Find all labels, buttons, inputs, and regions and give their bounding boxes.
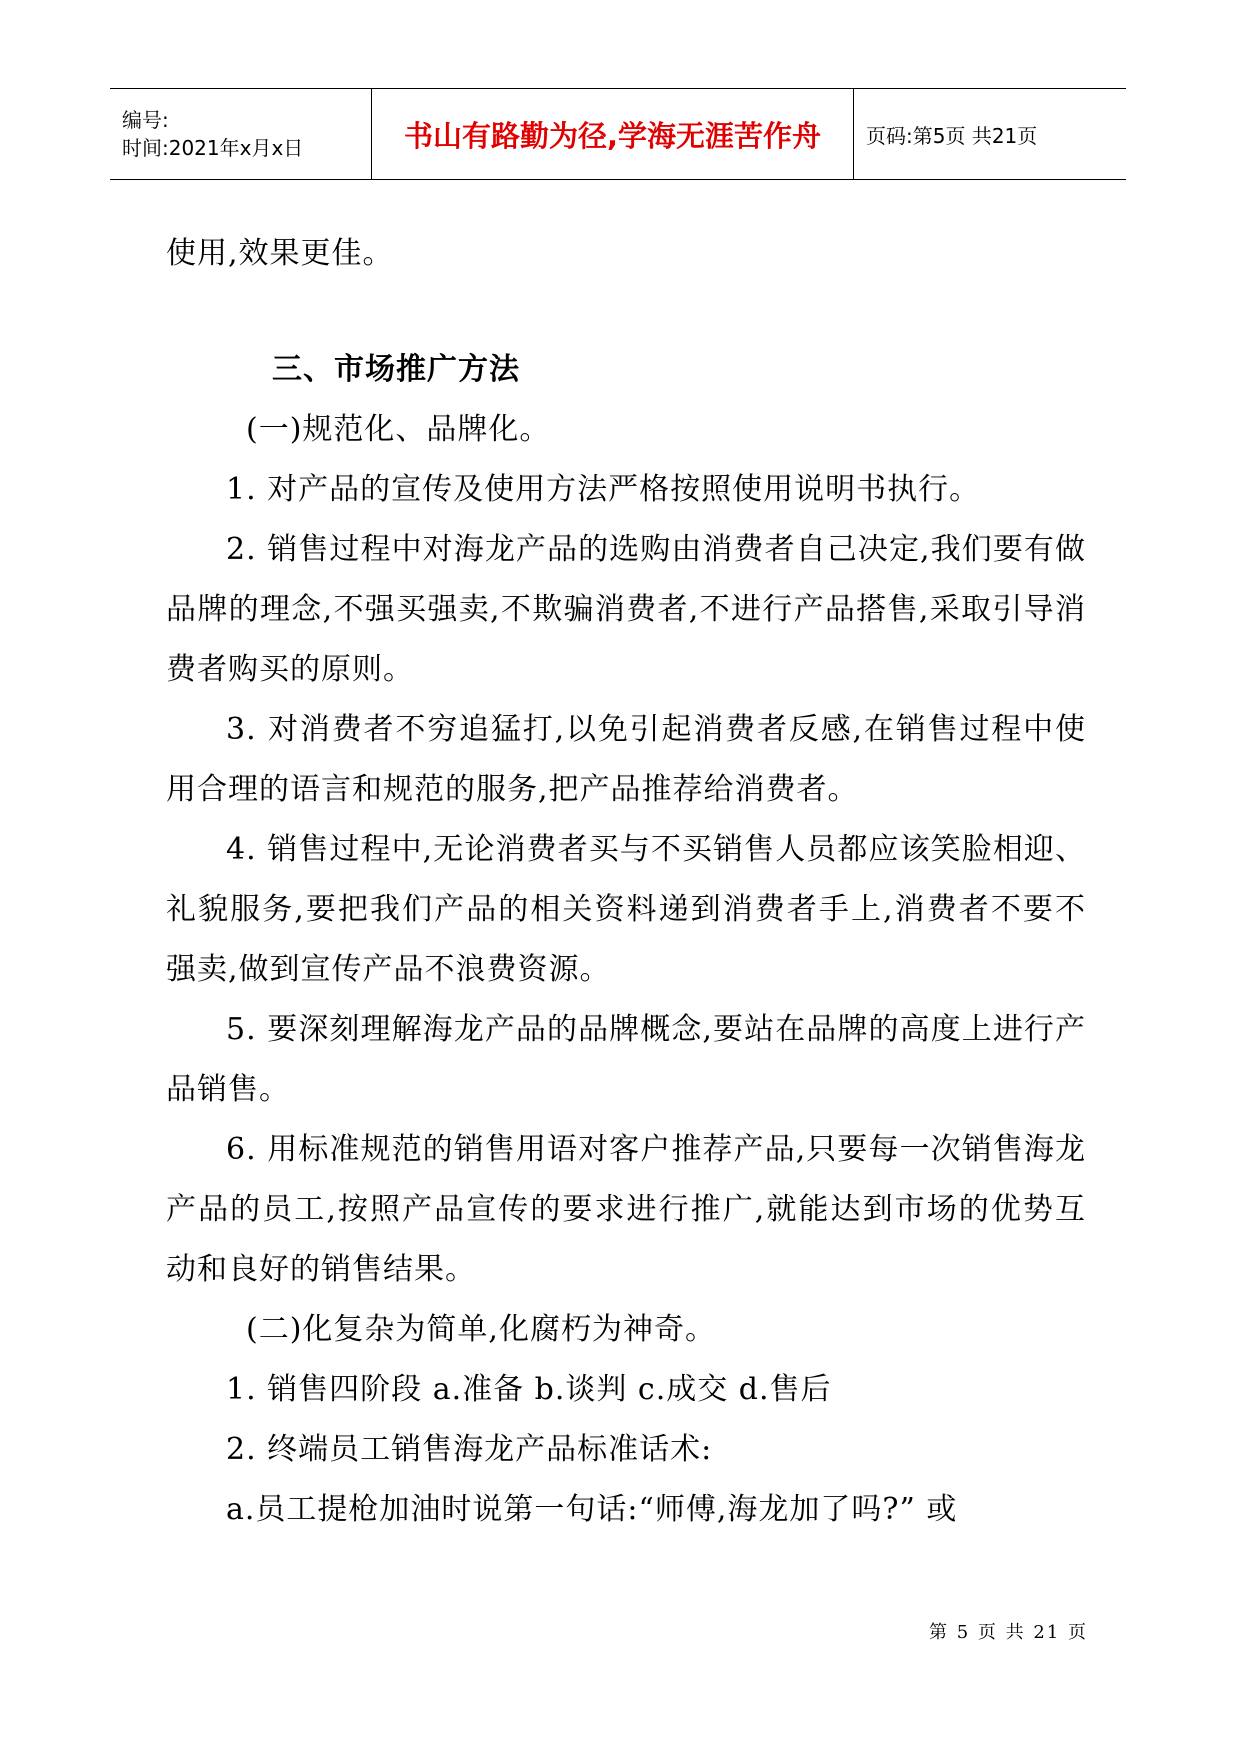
list-item: 5. 要深刻理解海龙产品的品牌概念,要站在品牌的高度上进行产品销售。 (166, 1012, 1086, 1107)
document-body (166, 224, 1086, 1540)
subsection-heading-2: (二)化复杂为简单,化腐朽为神奇。 (246, 1312, 716, 1347)
list-item: 4. 销售过程中,无论消费者买与不买销售人员都应该笑脸相迎、礼貌服务,要把我们产品的相关资料递到消费者手上,消费者不要不强卖,做到宣传产品不浪费资源。 (166, 832, 1086, 987)
header-page-label: 页码:第5页 共21页 (866, 123, 1038, 148)
header-number-label: 编号: (122, 108, 169, 132)
header-meta (110, 89, 372, 179)
page-header (110, 88, 1126, 180)
header-motto: 书山有路勤为径,学海无涯苦作舟 (372, 89, 854, 179)
list-item: 2. 终端员工销售海龙产品标准话术: (226, 1432, 713, 1467)
list-item: 1. 对产品的宣传及使用方法严格按照使用说明书执行。 (226, 472, 981, 507)
list-item: 1. 销售四阶段 a.准备 b.谈判 c.成交 d.售后 (226, 1372, 832, 1407)
subsection-heading-1: (一)规范化、品牌化。 (246, 412, 551, 447)
list-item: 2. 销售过程中对海龙产品的选购由消费者自己决定,我们要有做品牌的理念,不强买强卖,不欺骗消费者,不进行产品搭售,采取引导消费者购买的原则。 (166, 532, 1086, 687)
section-title: 三、市场推广方法 (272, 352, 520, 387)
page-footer: 第 5 页 共 21 页 (929, 1622, 1088, 1643)
list-item: a.员工提枪加油时说第一句话:“师傅,海龙加了吗?” 或 (226, 1492, 958, 1527)
list-item: 3. 对消费者不穷追猛打,以免引起消费者反感,在销售过程中使用合理的语言和规范的服务,把产品推荐给消费者。 (166, 712, 1086, 807)
continuation-text: 使用,效果更佳。 (166, 236, 394, 271)
header-time-label: 时间:2021年x月x日 (122, 136, 304, 160)
list-item: 6. 用标准规范的销售用语对客户推荐产品,只要每一次销售海龙产品的员工,按照产品宣传的要求进行推广,就能达到市场的优势互动和良好的销售结果。 (166, 1132, 1086, 1287)
